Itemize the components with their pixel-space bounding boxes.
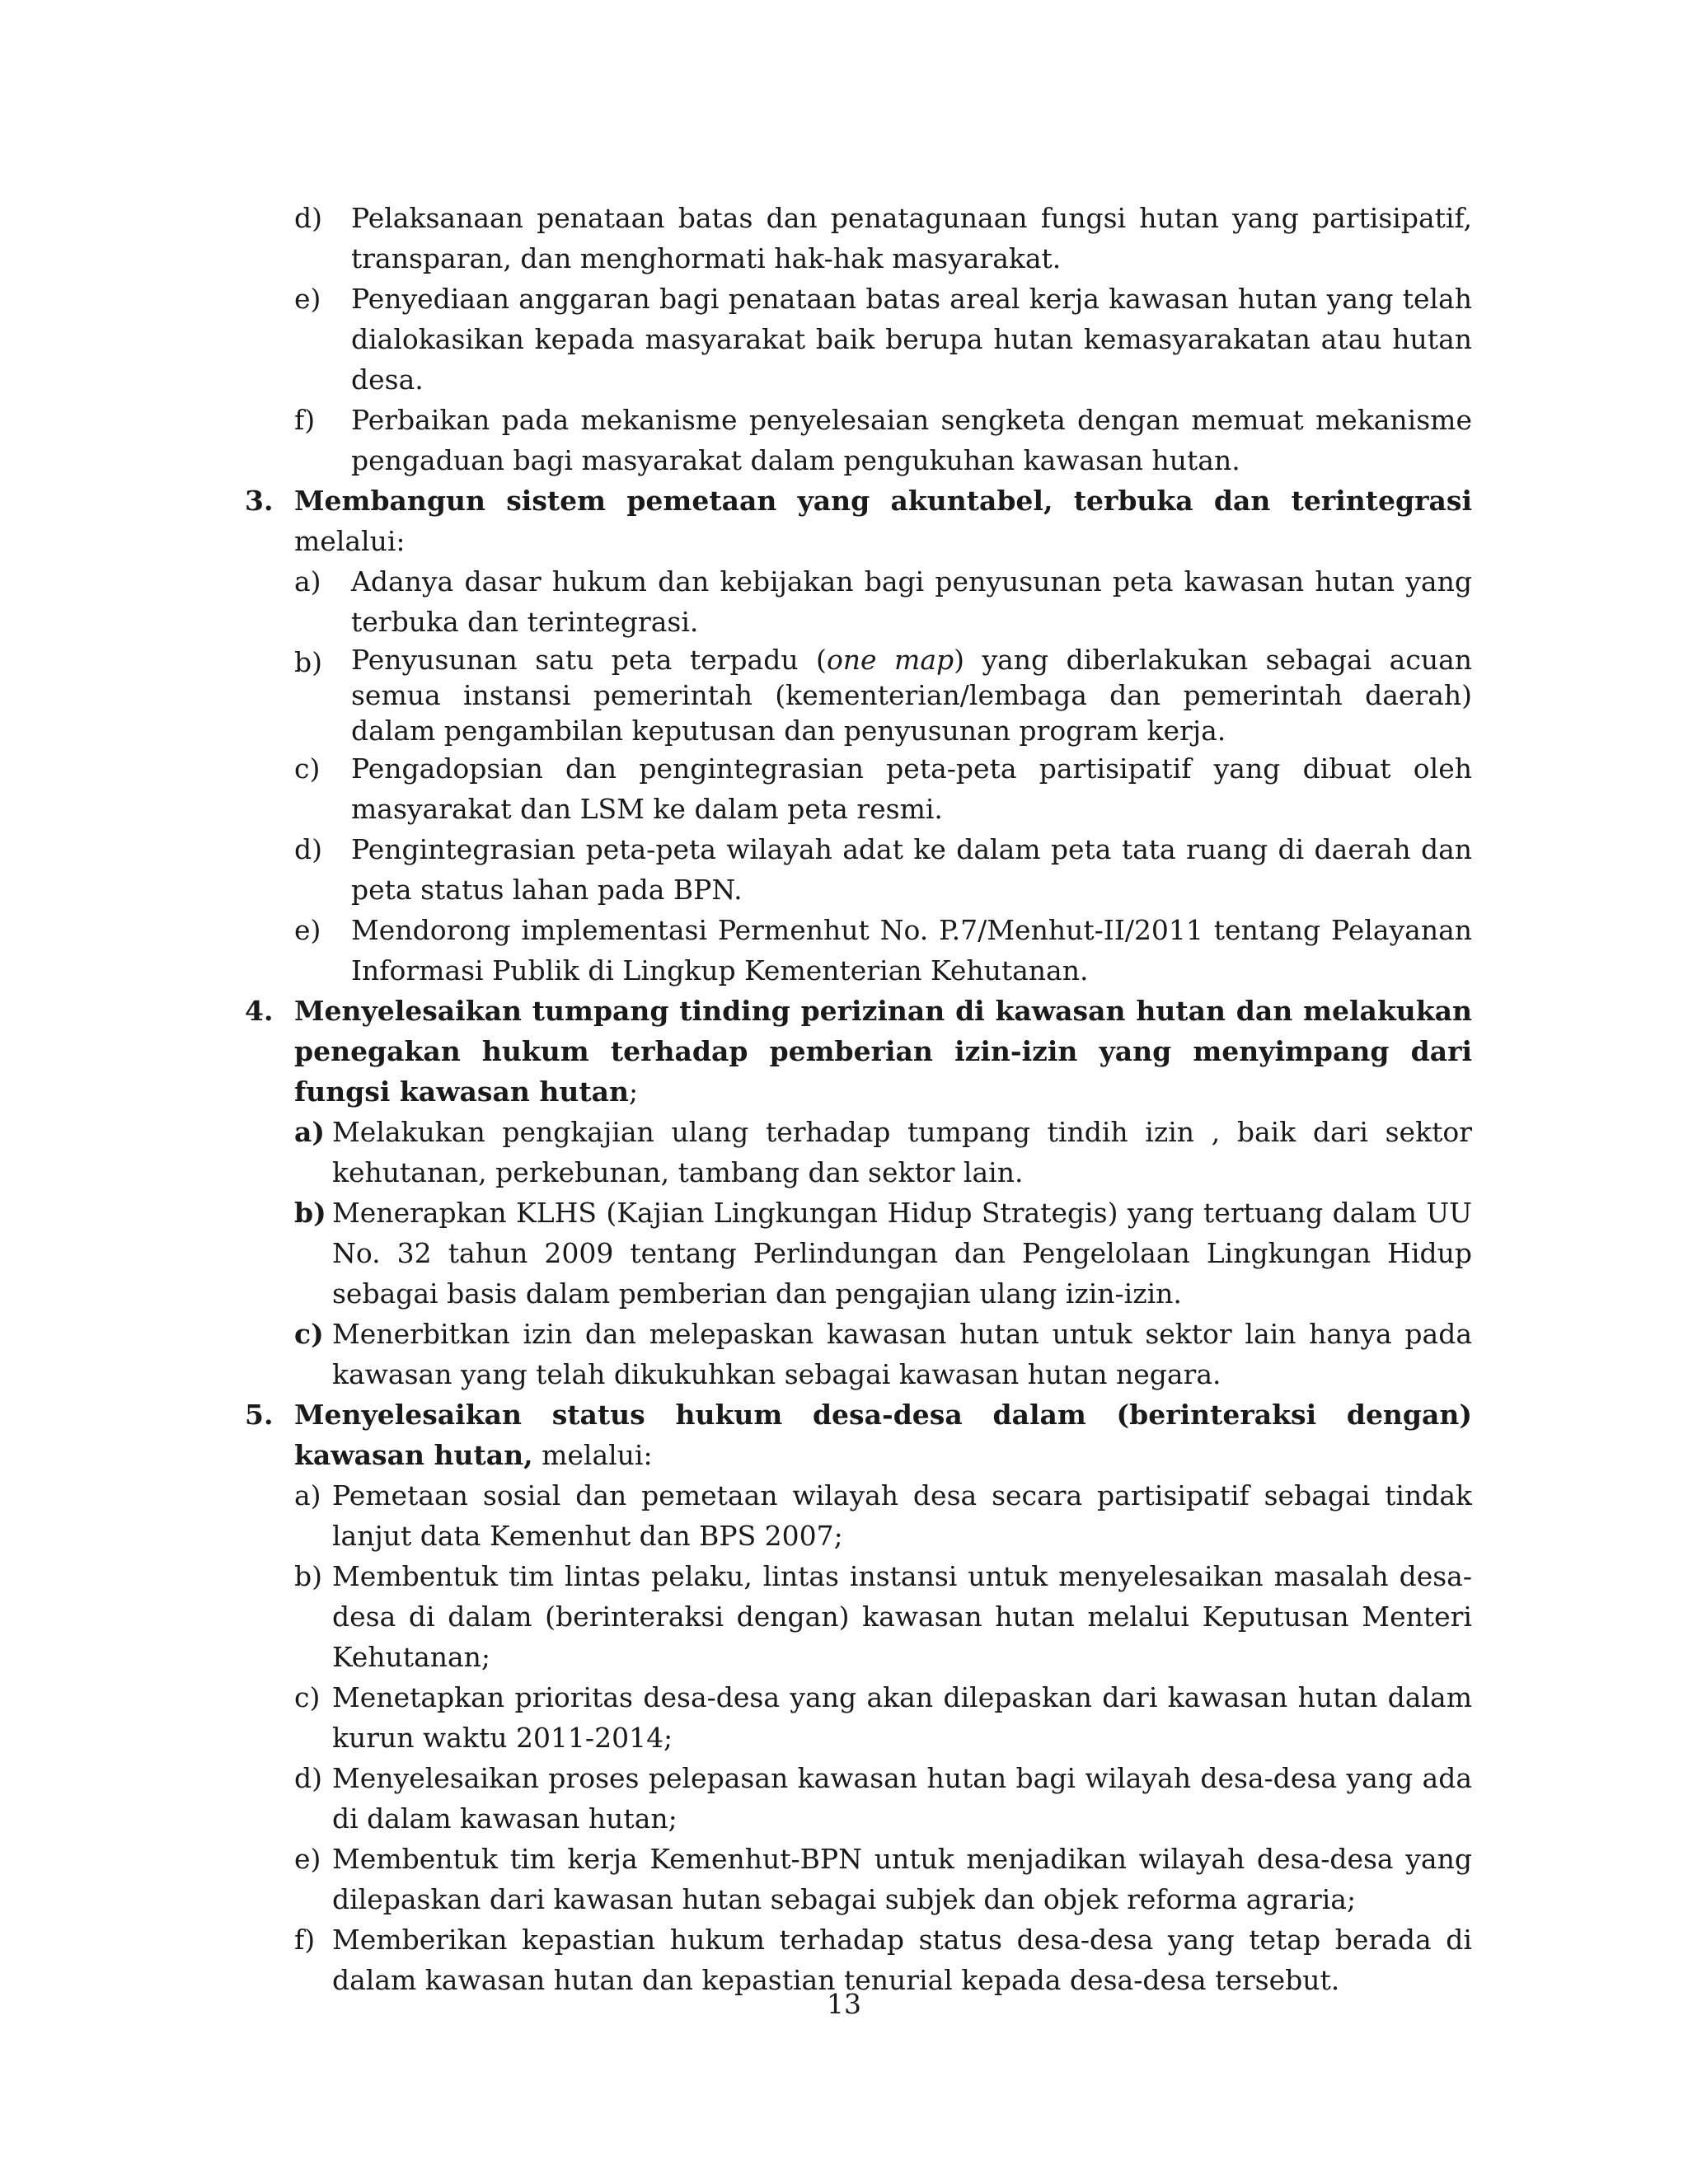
list-item	[294, 642, 1472, 748]
item-text: Membentuk tim kerja Kemenhut-BPN untuk menjadikan wilayah desa-desa yang dilepaskan dari kawasan hutan sebagai subjek dan objek reforma agraria;	[332, 1843, 1472, 1915]
item-label: a)	[294, 1116, 325, 1148]
section-heading-rest: melalui:	[294, 525, 406, 557]
list-item	[294, 1475, 1472, 1556]
item-text: Mendorong implementasi Permenhut No. P.7/Menhut-II/2011 tentang Pelayanan Informasi Publik di Lingkup Kementerian Kehutanan.	[351, 914, 1472, 987]
item-text-italic: one map	[826, 644, 954, 676]
item-text: Melakukan pengkajian ulang terhadap tumpang tindih izin , baik dari sektor kehutanan, perkebunan, tambang dan sektor lain.	[332, 1116, 1472, 1188]
section-heading-rest: ;	[628, 1076, 639, 1108]
item-label: f)	[294, 404, 316, 436]
section-heading	[294, 991, 1472, 1112]
item-label: b)	[294, 1560, 322, 1592]
item-text: Pengintegrasian peta-peta wilayah adat ke dalam peta tata ruang di daerah dan peta status lahan pada BPN.	[351, 833, 1472, 906]
list-item	[294, 748, 1472, 829]
item-text: Adanya dasar hukum dan kebijakan bagi penyusunan peta kawasan hutan yang terbuka dan terintegrasi.	[351, 565, 1472, 638]
list-item	[294, 1314, 1472, 1394]
item-label: a)	[294, 565, 321, 598]
section-heading-rest: melalui:	[532, 1439, 653, 1471]
list-item	[294, 910, 1472, 991]
page-number: 13	[827, 1988, 861, 2020]
item-label: e)	[294, 914, 321, 946]
section-heading-bold: Menyelesaikan status hukum desa-desa dalam (berinteraksi dengan) kawasan hutan,	[294, 1399, 1472, 1471]
list-item	[294, 1839, 1472, 1919]
item-text: Pengadopsian dan pengintegrasian peta-peta partisipatif yang dibuat oleh masyarakat dan LSM ke dalam peta resmi.	[351, 752, 1472, 825]
list-item	[294, 198, 1472, 279]
item-text: Menerapkan KLHS (Kajian Lingkungan Hidup Strategis) yang tertuang dalam UU No. 32 tahun 2009 tentang Perlindungan dan Pengelolaan Lingkungan Hidup sebagai basis dalam pemberian dan pengajian ulang izin-izin.	[332, 1197, 1472, 1310]
list-item	[294, 829, 1472, 910]
list-item	[294, 1758, 1472, 1839]
item-text: Pemetaan sosial dan pemetaan wilayah desa secara partisipatif sebagai tindak lanjut data Kemenhut dan BPS 2007;	[332, 1479, 1472, 1552]
item-label: c)	[294, 752, 321, 785]
list-item	[294, 1556, 1472, 1677]
section-heading	[294, 480, 1472, 561]
list-item	[294, 561, 1472, 642]
item-label: d)	[294, 1762, 322, 1794]
section-number: 5.	[245, 1399, 274, 1431]
item-label: b)	[294, 1197, 326, 1229]
item-label: e)	[294, 1843, 321, 1875]
list-item	[294, 400, 1472, 480]
item-text: Membentuk tim lintas pelaku, lintas instansi untuk menyelesaikan masalah desa-desa di dalam (berinteraksi dengan) kawasan hutan melalui Keputusan Menteri Kehutanan;	[332, 1560, 1472, 1673]
item-label: f)	[294, 1924, 316, 1956]
list-item	[294, 1193, 1472, 1314]
item-text: Menetapkan prioritas desa-desa yang akan dilepaskan dari kawasan hutan dalam kurun waktu 2011-2014;	[332, 1681, 1472, 1754]
section-4-heading	[245, 991, 1472, 1112]
item-label: a)	[294, 1479, 321, 1511]
section-number: 4.	[245, 995, 274, 1027]
item-text: Perbaikan pada mekanisme penyelesaian sengketa dengan memuat mekanisme pengaduan bagi masyarakat dalam pengukuhan kawasan hutan.	[351, 404, 1472, 476]
document-body	[245, 198, 1472, 2000]
section-5-heading	[245, 1394, 1472, 1475]
section-number: 3.	[245, 485, 274, 517]
section-3-heading	[245, 480, 1472, 561]
item-text-after: ) yang diberlakukan sebagai acuan semua instansi pemerintah (kementerian/lembaga dan pemerintah daerah) dalam pengambilan keputusan dan penyusunan program kerja.	[351, 644, 1473, 747]
item-text-before: Penyusunan satu peta terpadu (	[351, 644, 827, 676]
item-label: d)	[294, 202, 322, 234]
section-heading-bold: Menyelesaikan tumpang tinding perizinan di kawasan hutan dan melakukan penegakan hukum terhadap pemberian izin-izin yang menyimpang dari fungsi kawasan hutan	[294, 995, 1472, 1108]
item-text: Penyediaan anggaran bagi penataan batas areal kerja kawasan hutan yang telah dialokasikan kepada masyarakat baik berupa hutan kemasyarakatan atau hutan desa.	[351, 283, 1472, 396]
section-heading	[294, 1394, 1472, 1475]
list-item	[294, 1677, 1472, 1758]
item-label: c)	[294, 1681, 321, 1713]
item-text	[351, 642, 1472, 748]
item-text: Menerbitkan izin dan melepaskan kawasan hutan untuk sektor lain hanya pada kawasan yang telah dikukuhkan sebagai kawasan hutan negara.	[332, 1318, 1472, 1390]
list-item	[294, 279, 1472, 400]
item-text: Memberikan kepastian hukum terhadap status desa-desa yang tetap berada di dalam kawasan hutan dan kepastian tenurial kepada desa-desa tersebut.	[332, 1924, 1472, 1996]
item-text: Pelaksanaan penataan batas dan penatagunaan fungsi hutan yang partisipatif, transparan, dan menghormati hak-hak masyarakat.	[351, 202, 1472, 274]
section-heading-bold: Membangun sistem pemetaan yang akuntabel, terbuka dan terintegrasi	[294, 485, 1472, 517]
list-item	[294, 1112, 1472, 1193]
item-label: b)	[294, 646, 322, 678]
item-label: d)	[294, 833, 322, 865]
item-label: c)	[294, 1318, 324, 1350]
item-label: e)	[294, 283, 321, 315]
item-text: Menyelesaikan proses pelepasan kawasan hutan bagi wilayah desa-desa yang ada di dalam kawasan hutan;	[332, 1762, 1472, 1835]
